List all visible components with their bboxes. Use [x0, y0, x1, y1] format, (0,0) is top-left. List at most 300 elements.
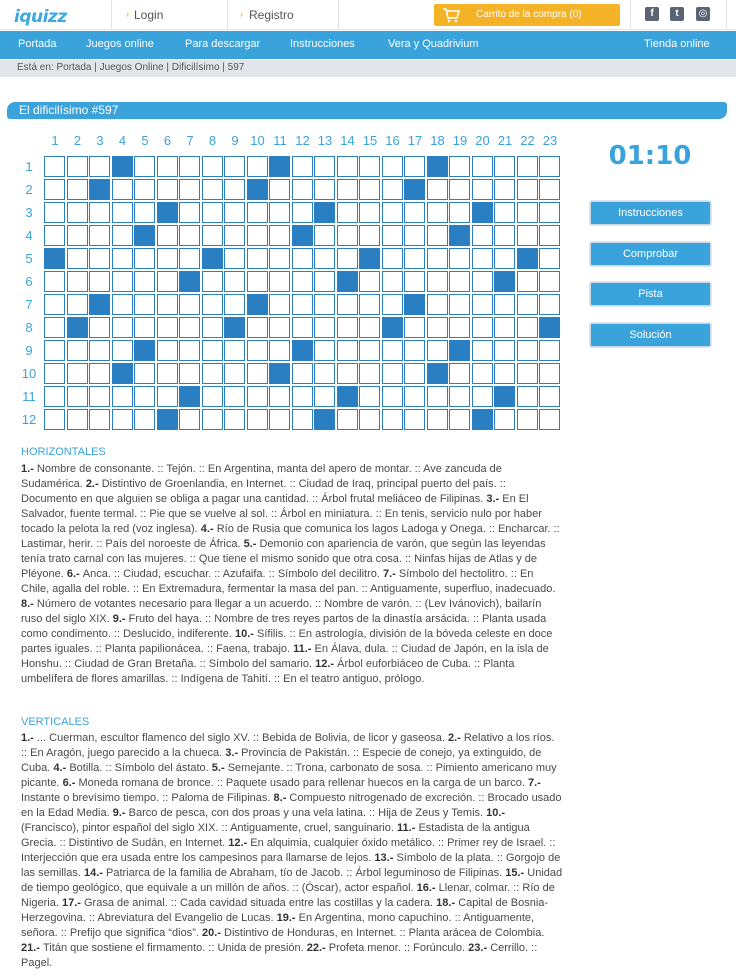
hint-button[interactable]: Pista — [590, 282, 711, 306]
grid-cell[interactable] — [67, 340, 88, 361]
grid-cell[interactable] — [179, 340, 200, 361]
grid-cell[interactable] — [157, 294, 178, 315]
grid-cell[interactable] — [67, 179, 88, 200]
grid-cell[interactable] — [202, 386, 223, 407]
nav-item-portada[interactable]: Portada — [18, 38, 57, 50]
grid-cell[interactable] — [517, 340, 538, 361]
grid-cell[interactable] — [269, 294, 290, 315]
grid-cell[interactable] — [382, 248, 403, 269]
clue-number: 5.- — [243, 538, 260, 550]
grid-cell[interactable] — [359, 179, 380, 200]
check-button[interactable]: Comprobar — [590, 242, 711, 266]
column-label: 15 — [362, 133, 378, 148]
grid-cell[interactable] — [359, 156, 380, 177]
grid-cell[interactable] — [67, 202, 88, 223]
grid-cell[interactable] — [382, 225, 403, 246]
column-label: 13 — [317, 133, 333, 148]
grid-cell[interactable] — [67, 294, 88, 315]
column-label: 8 — [208, 133, 217, 148]
grid-cell[interactable] — [44, 225, 65, 246]
grid-cell[interactable] — [44, 202, 65, 223]
grid-cell[interactable] — [517, 271, 538, 292]
grid-cell[interactable] — [247, 409, 268, 430]
grid-cell[interactable] — [472, 363, 493, 384]
column-label: 5 — [141, 133, 149, 148]
grid-cell[interactable] — [382, 271, 403, 292]
clue-text: En El Salvador, fuente termal. :: Pie que se vuelve al sol. :: Árbol en miniatura. :: En tenis, servicio nulo por haber tocado la pelota la red (voz inglesa). — [21, 493, 542, 535]
grid-cell[interactable] — [337, 294, 358, 315]
grid-cell[interactable] — [269, 248, 290, 269]
grid-cell[interactable] — [472, 271, 493, 292]
grid-cell[interactable] — [112, 317, 133, 338]
grid-cell[interactable] — [449, 271, 470, 292]
grid-cell[interactable] — [314, 156, 335, 177]
grid-cell[interactable] — [494, 156, 515, 177]
grid-cell[interactable] — [157, 271, 178, 292]
grid-cell[interactable] — [337, 225, 358, 246]
grid-cell[interactable] — [89, 156, 110, 177]
grid-cell[interactable] — [112, 202, 133, 223]
grid-cell[interactable] — [337, 248, 358, 269]
grid-cell[interactable] — [134, 409, 155, 430]
grid-cell[interactable] — [539, 340, 560, 361]
grid-cell[interactable] — [314, 271, 335, 292]
grid-cell[interactable] — [337, 317, 358, 338]
grid-cell[interactable] — [359, 225, 380, 246]
grid-cell[interactable] — [382, 386, 403, 407]
grid-cell[interactable] — [539, 294, 560, 315]
grid-cell[interactable] — [517, 225, 538, 246]
login-link[interactable] — [112, 0, 228, 30]
grid-cell[interactable] — [427, 179, 448, 200]
twitter-icon[interactable]: t — [670, 7, 684, 21]
nav-item-instrucciones[interactable]: Instrucciones — [290, 38, 355, 50]
grid-cell[interactable] — [359, 202, 380, 223]
grid-cell[interactable] — [202, 363, 223, 384]
grid-cell[interactable] — [269, 317, 290, 338]
grid-cell[interactable] — [494, 179, 515, 200]
grid-cell[interactable] — [67, 156, 88, 177]
clue-number: 10.- — [486, 807, 506, 819]
grid-cell[interactable] — [179, 294, 200, 315]
grid-cell[interactable] — [269, 386, 290, 407]
grid-cell[interactable] — [517, 363, 538, 384]
grid-cell[interactable] — [472, 386, 493, 407]
grid-cell[interactable] — [359, 271, 380, 292]
grid-cell[interactable] — [359, 317, 380, 338]
grid-cell[interactable] — [494, 248, 515, 269]
grid-cell[interactable] — [404, 363, 425, 384]
grid-cell[interactable] — [157, 317, 178, 338]
grid-cell[interactable] — [247, 363, 268, 384]
grid-cell[interactable] — [404, 248, 425, 269]
grid-cell[interactable] — [449, 386, 470, 407]
grid-cell[interactable] — [517, 202, 538, 223]
grid-cell[interactable] — [539, 363, 560, 384]
grid-cell[interactable] — [472, 156, 493, 177]
grid-cell[interactable] — [517, 409, 538, 430]
register-link[interactable] — [229, 0, 339, 30]
grid-cell[interactable] — [67, 386, 88, 407]
grid-cell[interactable] — [359, 386, 380, 407]
grid-cell[interactable] — [314, 363, 335, 384]
grid-cell[interactable] — [269, 225, 290, 246]
grid-cell[interactable] — [67, 363, 88, 384]
grid-cell[interactable] — [157, 386, 178, 407]
grid-cell[interactable] — [382, 363, 403, 384]
grid-cell[interactable] — [472, 248, 493, 269]
grid-cell[interactable] — [157, 225, 178, 246]
grid-cell-blocked — [202, 248, 223, 269]
grid-cell[interactable] — [112, 409, 133, 430]
grid-cell[interactable] — [427, 409, 448, 430]
grid-cell[interactable] — [202, 271, 223, 292]
grid-cell[interactable] — [449, 156, 470, 177]
grid-cell[interactable] — [44, 386, 65, 407]
grid-cell[interactable] — [494, 317, 515, 338]
grid-cell[interactable] — [427, 202, 448, 223]
grid-cell[interactable] — [89, 202, 110, 223]
grid-cell-blocked — [247, 179, 268, 200]
clue-number: 20.- — [201, 927, 224, 939]
grid-cell[interactable] — [134, 202, 155, 223]
grid-cell[interactable] — [427, 225, 448, 246]
grid-cell[interactable] — [494, 225, 515, 246]
grid-cell[interactable] — [539, 409, 560, 430]
grid-cell[interactable] — [224, 179, 245, 200]
column-label: 4 — [118, 133, 127, 148]
clue-text: Moneda romana de bronce. :: Paquete usado para rellenar huecos en la carga de un barco. — [78, 777, 528, 789]
grid-cell[interactable] — [337, 202, 358, 223]
grid-cell[interactable] — [112, 294, 133, 315]
grid-cell[interactable] — [247, 386, 268, 407]
grid-cell[interactable] — [134, 317, 155, 338]
site-logo[interactable] — [10, 5, 96, 27]
clue-text: Cerrillo. :: Pagel. — [21, 942, 538, 969]
grid-cell[interactable] — [449, 248, 470, 269]
grid-cell[interactable] — [472, 225, 493, 246]
grid-cell[interactable] — [202, 225, 223, 246]
grid-cell[interactable] — [517, 156, 538, 177]
grid-cell[interactable] — [292, 156, 313, 177]
grid-cell[interactable] — [314, 386, 335, 407]
grid-cell[interactable] — [269, 179, 290, 200]
grid-cell[interactable] — [89, 317, 110, 338]
grid-cell[interactable] — [44, 156, 65, 177]
nav-item-tienda-online[interactable]: Tienda online — [644, 38, 710, 50]
grid-cell[interactable] — [202, 156, 223, 177]
grid-cell-blocked — [89, 294, 110, 315]
grid-cell[interactable] — [67, 225, 88, 246]
grid-cell-blocked — [427, 156, 448, 177]
grid-cell[interactable] — [427, 317, 448, 338]
clue-number: 7.- — [383, 568, 399, 580]
grid-cell[interactable] — [224, 409, 245, 430]
grid-cell[interactable] — [292, 179, 313, 200]
grid-cell-blocked — [112, 156, 133, 177]
grid-cell[interactable] — [427, 294, 448, 315]
grid-cell[interactable] — [44, 317, 65, 338]
grid-cell[interactable] — [472, 294, 493, 315]
grid-cell[interactable] — [382, 179, 403, 200]
grid-cell[interactable] — [247, 202, 268, 223]
grid-cell[interactable] — [494, 202, 515, 223]
grid-cell[interactable] — [44, 294, 65, 315]
grid-cell[interactable] — [179, 317, 200, 338]
grid-cell[interactable] — [247, 225, 268, 246]
grid-cell[interactable] — [539, 156, 560, 177]
grid-cell[interactable] — [44, 340, 65, 361]
grid-cell[interactable] — [539, 202, 560, 223]
clue-text: Árbol euforbiáceo de Cuba. :: Planta umbelífera de flores amarillas. :: Indígena de Tahití. :: En el teatro antiguo, prólogo. — [21, 658, 515, 685]
grid-cell[interactable] — [359, 340, 380, 361]
cart-button[interactable] — [434, 4, 620, 26]
grid-cell[interactable] — [224, 386, 245, 407]
grid-cell[interactable] — [89, 225, 110, 246]
grid-cell[interactable] — [427, 248, 448, 269]
main-nav — [0, 31, 736, 59]
grid-cell[interactable] — [404, 340, 425, 361]
row-label: 11 — [22, 389, 36, 404]
grid-cell[interactable] — [224, 294, 245, 315]
grid-cell[interactable] — [292, 248, 313, 269]
grid-cell[interactable] — [382, 409, 403, 430]
grid-cell[interactable] — [67, 409, 88, 430]
grid-cell[interactable] — [337, 179, 358, 200]
clue-number: 23.- — [468, 942, 491, 954]
grid-cell[interactable] — [517, 386, 538, 407]
grid-cell[interactable] — [89, 363, 110, 384]
grid-cell[interactable] — [539, 179, 560, 200]
grid-cell[interactable] — [292, 386, 313, 407]
grid-cell[interactable] — [224, 225, 245, 246]
grid-cell[interactable] — [337, 363, 358, 384]
grid-cell[interactable] — [202, 179, 223, 200]
grid-cell[interactable] — [134, 248, 155, 269]
grid-cell[interactable] — [269, 409, 290, 430]
grid-cell[interactable] — [359, 409, 380, 430]
grid-cell[interactable] — [539, 271, 560, 292]
grid-cell[interactable] — [247, 271, 268, 292]
grid-cell[interactable] — [427, 340, 448, 361]
grid-cell[interactable] — [67, 271, 88, 292]
grid-cell[interactable] — [112, 340, 133, 361]
grid-cell[interactable] — [494, 340, 515, 361]
grid-cell[interactable] — [359, 294, 380, 315]
grid-cell[interactable] — [292, 363, 313, 384]
clue-number: 2.- — [448, 732, 464, 744]
grid-cell[interactable] — [224, 340, 245, 361]
grid-cell[interactable] — [314, 294, 335, 315]
grid-cell[interactable] — [89, 248, 110, 269]
column-label: 6 — [163, 133, 172, 148]
clue-text: Profeta menor. :: Forúnculo. — [328, 942, 469, 954]
grid-cell[interactable] — [314, 179, 335, 200]
grid-cell[interactable] — [494, 363, 515, 384]
grid-cell[interactable] — [404, 409, 425, 430]
grid-cell[interactable] — [404, 271, 425, 292]
grid-cell-blocked — [449, 225, 470, 246]
grid-cell[interactable] — [404, 156, 425, 177]
nav-item-para-descargar[interactable]: Para descargar — [185, 38, 261, 50]
grid-cell[interactable] — [179, 248, 200, 269]
grid-cell[interactable] — [247, 248, 268, 269]
grid-cell[interactable] — [539, 248, 560, 269]
grid-cell[interactable] — [202, 202, 223, 223]
grid-cell[interactable] — [314, 248, 335, 269]
grid-cell[interactable] — [134, 363, 155, 384]
grid-cell[interactable] — [134, 271, 155, 292]
grid-cell[interactable] — [382, 340, 403, 361]
grid-cell[interactable] — [337, 409, 358, 430]
grid-cell[interactable] — [449, 179, 470, 200]
row-label: 2 — [25, 182, 33, 197]
grid-cell-blocked — [67, 317, 88, 338]
grid-cell[interactable] — [269, 340, 290, 361]
grid-cell-blocked — [44, 248, 65, 269]
grid-cell[interactable] — [449, 363, 470, 384]
grid-cell[interactable] — [112, 248, 133, 269]
grid-cell[interactable] — [44, 363, 65, 384]
grid-cell[interactable] — [292, 294, 313, 315]
row-label: 5 — [25, 251, 33, 266]
grid-cell[interactable] — [292, 409, 313, 430]
grid-cell[interactable] — [449, 202, 470, 223]
grid-cell[interactable] — [472, 317, 493, 338]
grid-cell[interactable] — [67, 248, 88, 269]
grid-cell[interactable] — [134, 156, 155, 177]
row-label: 9 — [25, 343, 33, 358]
grid-cell[interactable] — [247, 340, 268, 361]
page-title: El dificilísimo #597 — [19, 103, 119, 117]
grid-cell[interactable] — [202, 340, 223, 361]
grid-cell[interactable] — [427, 386, 448, 407]
grid-cell[interactable] — [157, 340, 178, 361]
grid-cell[interactable] — [449, 294, 470, 315]
grid-cell[interactable] — [494, 294, 515, 315]
grid-cell[interactable] — [202, 317, 223, 338]
grid-cell[interactable] — [314, 317, 335, 338]
grid-cell-blocked — [337, 271, 358, 292]
instructions-button[interactable]: Instrucciones — [590, 201, 711, 225]
grid-cell[interactable] — [247, 317, 268, 338]
grid-cell[interactable] — [157, 156, 178, 177]
grid-cell[interactable] — [89, 409, 110, 430]
clue-text: Símbolo del hectolitro. :: En Chile, agalla del roble. :: En Extremadura, fermentar la masa del pan. :: Antiguamente, superfluo, inadecuado. — [21, 568, 556, 595]
grid-cell[interactable] — [179, 409, 200, 430]
grid-cell[interactable] — [44, 179, 65, 200]
grid-cell[interactable] — [292, 202, 313, 223]
clue-number: 13.- — [374, 852, 397, 864]
grid-cell[interactable] — [44, 409, 65, 430]
grid-cell[interactable] — [269, 271, 290, 292]
grid-cell[interactable] — [517, 317, 538, 338]
grid-cell[interactable] — [157, 179, 178, 200]
grid-cell[interactable] — [134, 179, 155, 200]
grid-cell[interactable] — [44, 271, 65, 292]
grid-cell[interactable] — [359, 363, 380, 384]
grid-cell[interactable] — [314, 340, 335, 361]
grid-cell[interactable] — [404, 386, 425, 407]
grid-cell[interactable] — [202, 409, 223, 430]
grid-cell[interactable] — [472, 340, 493, 361]
grid-cell[interactable] — [112, 271, 133, 292]
grid-cell[interactable] — [157, 363, 178, 384]
grid-cell[interactable] — [382, 294, 403, 315]
grid-cell[interactable] — [247, 156, 268, 177]
grid-cell[interactable] — [112, 225, 133, 246]
grid-cell[interactable] — [382, 202, 403, 223]
grid-cell[interactable] — [292, 317, 313, 338]
grid-cell[interactable] — [134, 294, 155, 315]
grid-cell[interactable] — [539, 225, 560, 246]
grid-cell[interactable] — [404, 202, 425, 223]
grid-cell[interactable] — [472, 179, 493, 200]
grid-cell-blocked — [404, 294, 425, 315]
grid-cell[interactable] — [427, 271, 448, 292]
grid-cell[interactable] — [517, 294, 538, 315]
grid-cell[interactable] — [89, 271, 110, 292]
grid-cell[interactable] — [179, 156, 200, 177]
grid-cell[interactable] — [224, 156, 245, 177]
grid-cell[interactable] — [517, 179, 538, 200]
grid-cell[interactable] — [179, 202, 200, 223]
column-label: 23 — [542, 133, 558, 148]
grid-cell[interactable] — [202, 294, 223, 315]
row-label: 12 — [21, 412, 37, 427]
grid-cell[interactable] — [337, 156, 358, 177]
grid-cell[interactable] — [449, 317, 470, 338]
grid-cell[interactable] — [404, 317, 425, 338]
grid-cell[interactable] — [134, 386, 155, 407]
clue-text: Estadista de la antigua Grecia. :: Distintivo de Sudán, en Internet. — [21, 822, 530, 849]
nav-item-vera-quadrivium[interactable]: Vera y Quadrivium — [388, 38, 479, 50]
grid-cell[interactable] — [179, 363, 200, 384]
grid-cell[interactable] — [494, 409, 515, 430]
solution-button[interactable]: Solución — [590, 323, 711, 347]
grid-cell[interactable] — [224, 202, 245, 223]
grid-cell[interactable] — [224, 248, 245, 269]
grid-cell[interactable] — [157, 248, 178, 269]
clue-text: Anca. :: Ciudad, escuchar. :: Azufaifa. :: Símbolo del decilitro. — [82, 568, 383, 580]
grid-cell[interactable] — [89, 340, 110, 361]
breadcrumb-bar — [0, 60, 736, 77]
grid-cell[interactable] — [269, 202, 290, 223]
grid-cell[interactable] — [404, 225, 425, 246]
grid-cell[interactable] — [179, 225, 200, 246]
grid-cell-blocked — [157, 409, 178, 430]
grid-cell[interactable] — [224, 271, 245, 292]
grid-cell[interactable] — [539, 386, 560, 407]
grid-cell[interactable] — [89, 386, 110, 407]
grid-cell[interactable] — [337, 340, 358, 361]
instagram-icon[interactable]: ◎ — [696, 7, 710, 21]
nav-item-juegos-online[interactable]: Juegos online — [86, 38, 154, 50]
grid-cell[interactable] — [292, 271, 313, 292]
grid-cell[interactable] — [314, 225, 335, 246]
grid-cell[interactable] — [112, 386, 133, 407]
grid-cell-blocked — [427, 363, 448, 384]
grid-cell[interactable] — [112, 179, 133, 200]
facebook-icon[interactable]: f — [645, 7, 659, 21]
clue-text: Número de votantes necesario para llegar a un acuerdo. :: Nombre de varón. :: (Lev Ivánovich), bailarín ruso del siglo XIX. — [21, 598, 542, 625]
grid-cell[interactable] — [224, 363, 245, 384]
clue-text: Semejante. :: Trona, carbonato de sosa. :: Pimiento americano muy picante. — [21, 762, 557, 789]
grid-cell[interactable] — [382, 156, 403, 177]
grid-cell[interactable] — [179, 179, 200, 200]
grid-cell-blocked — [134, 225, 155, 246]
grid-cell[interactable] — [449, 409, 470, 430]
